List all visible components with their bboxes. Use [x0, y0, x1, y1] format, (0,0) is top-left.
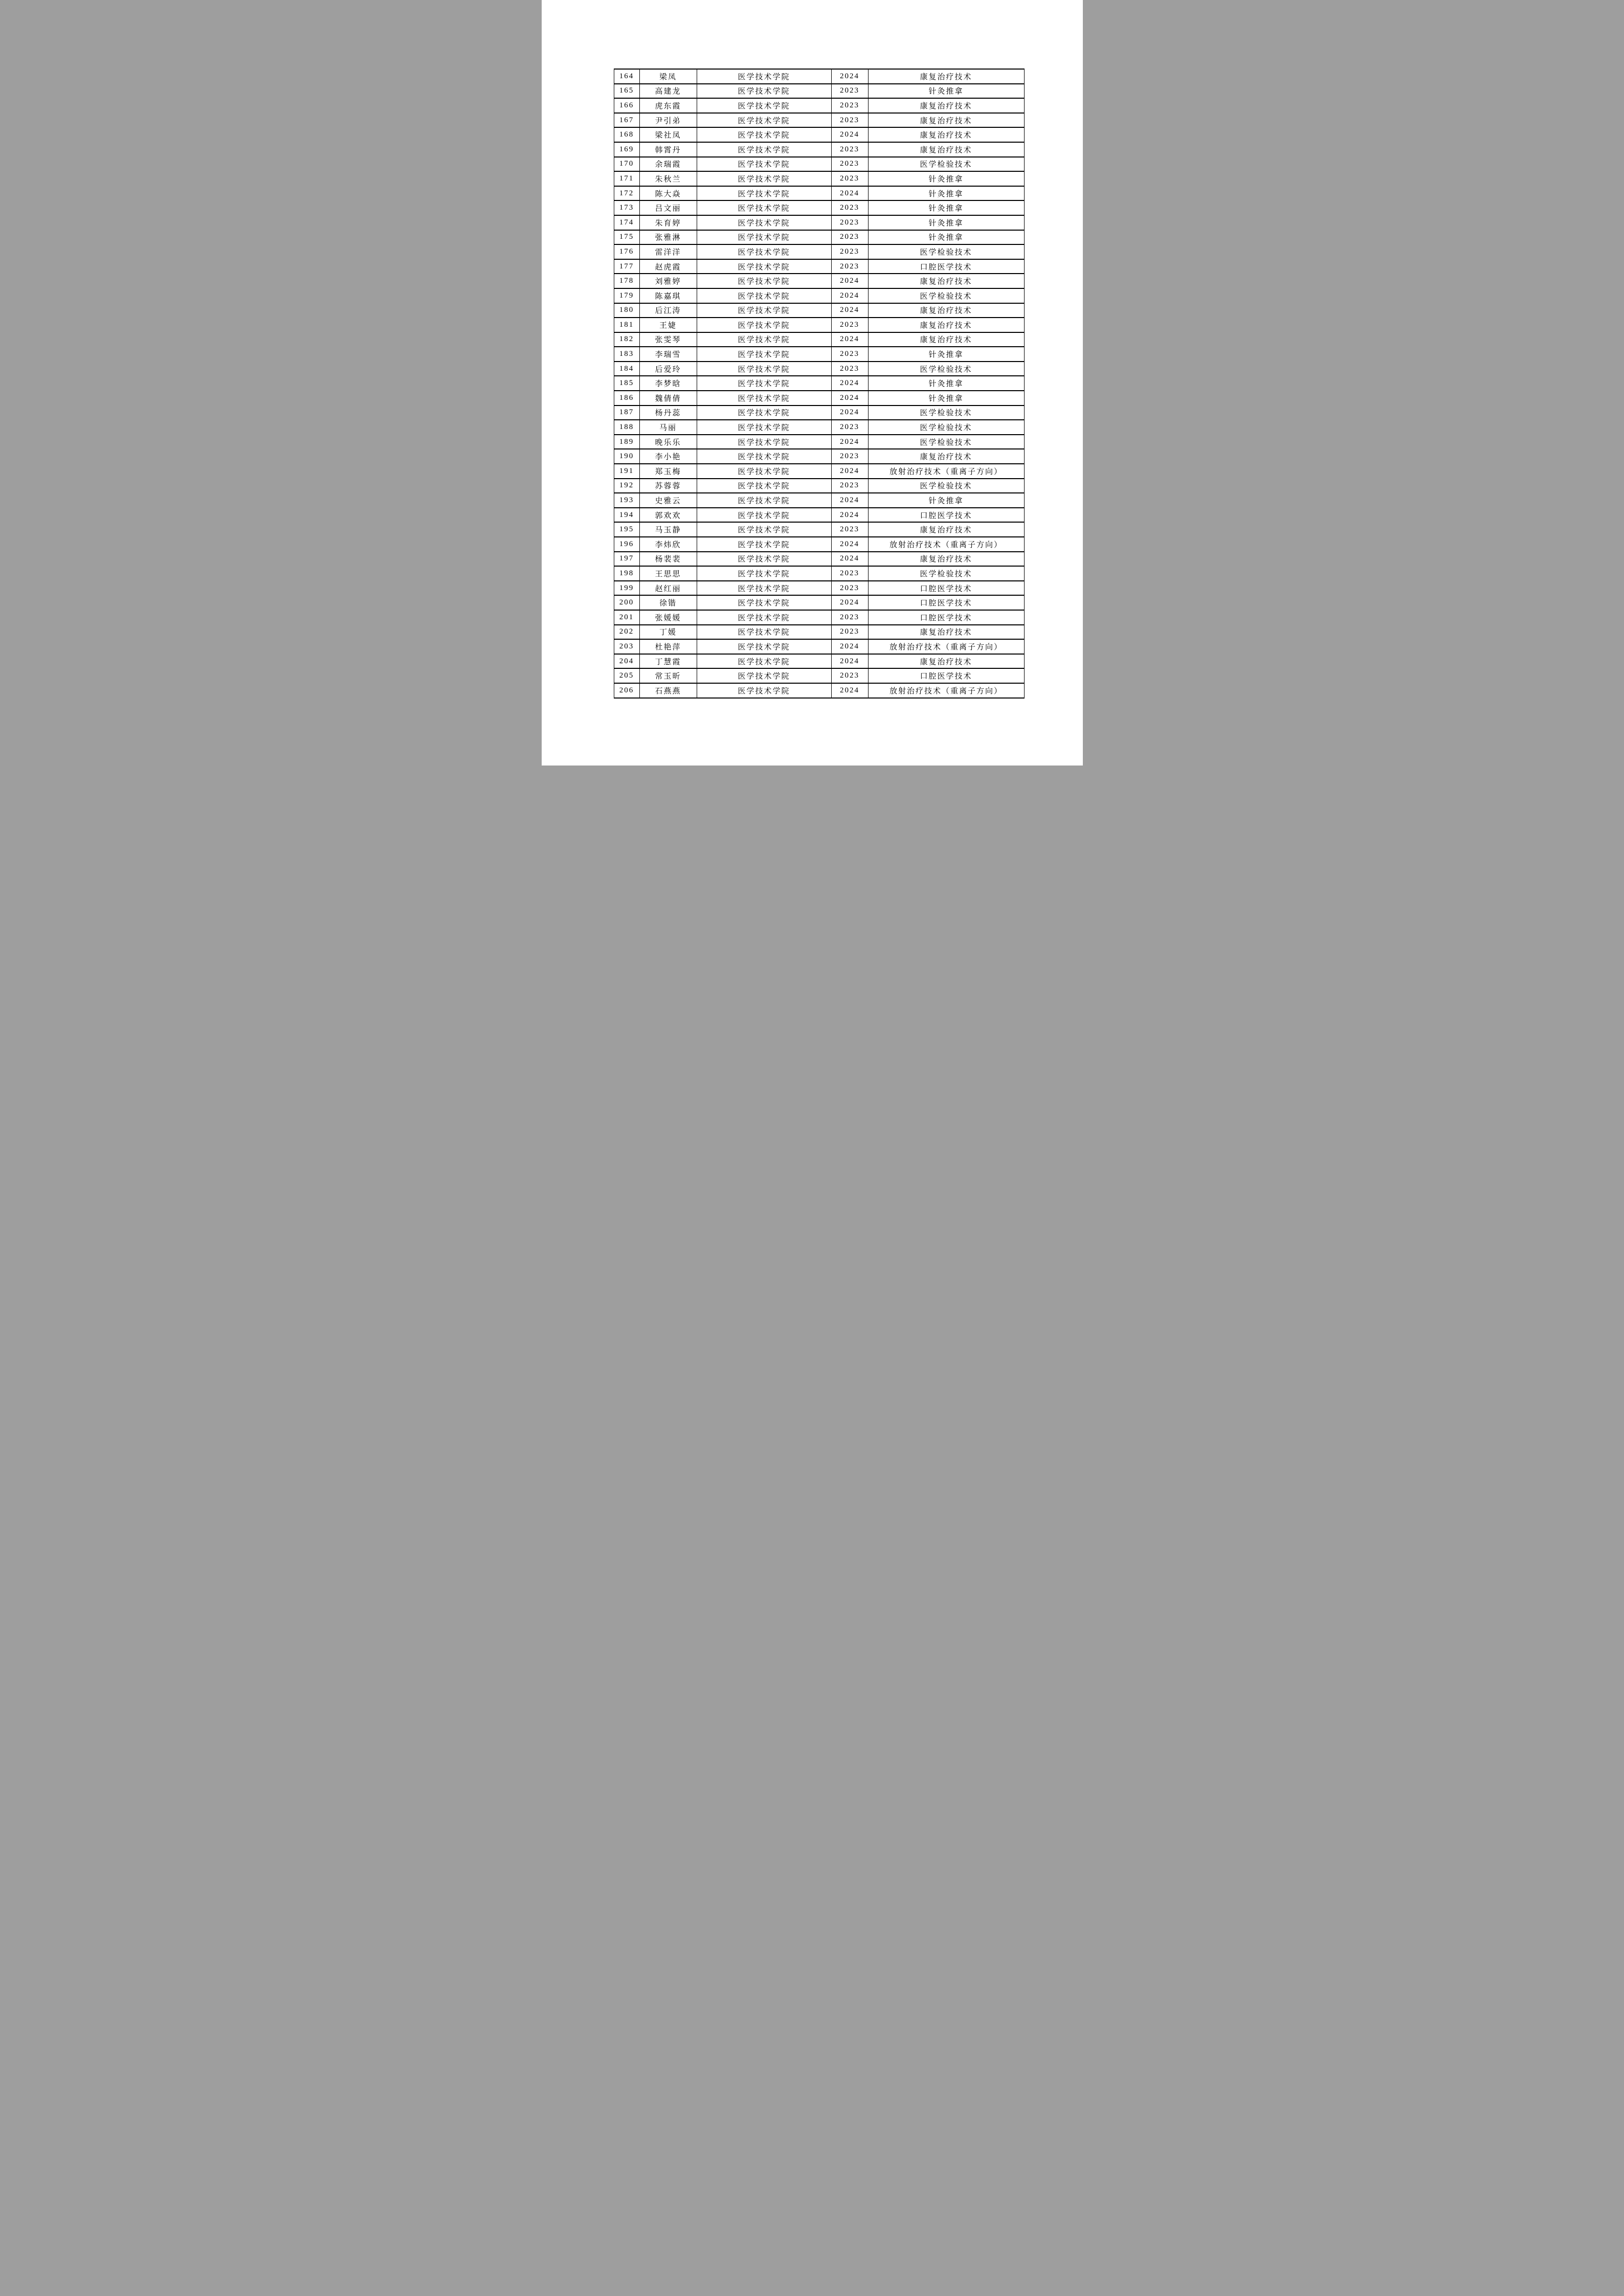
cell-college: 医学技术学院 — [697, 142, 831, 157]
cell-year: 2024 — [831, 69, 868, 84]
table-row — [614, 84, 1024, 99]
cell-college: 医学技术学院 — [697, 406, 831, 420]
cell-year: 2024 — [831, 639, 868, 654]
cell-college: 医学技术学院 — [697, 303, 831, 318]
cell-major: 医学检验技术 — [868, 362, 1024, 376]
cell-year: 2023 — [831, 98, 868, 113]
cell-year: 2024 — [831, 464, 868, 479]
cell-name: 刘雅婷 — [639, 274, 697, 288]
cell-major: 康复治疗技术 — [868, 113, 1024, 128]
cell-year: 2023 — [831, 157, 868, 172]
cell-major: 康复治疗技术 — [868, 303, 1024, 318]
table-row — [614, 391, 1024, 406]
cell-no: 187 — [614, 406, 639, 420]
cell-name: 尹引弟 — [639, 113, 697, 128]
cell-no: 200 — [614, 595, 639, 610]
cell-no: 190 — [614, 449, 639, 464]
table-row — [614, 332, 1024, 347]
cell-college: 医学技术学院 — [697, 332, 831, 347]
cell-college: 医学技术学院 — [697, 376, 831, 391]
cell-name: 杨裴裴 — [639, 552, 697, 567]
cell-no: 201 — [614, 610, 639, 625]
cell-name: 赵红丽 — [639, 581, 697, 596]
cell-year: 2023 — [831, 318, 868, 332]
cell-college: 医学技术学院 — [697, 318, 831, 332]
cell-college: 医学技术学院 — [697, 479, 831, 493]
table-row — [614, 610, 1024, 625]
cell-major: 医学检验技术 — [868, 435, 1024, 449]
cell-name: 李炜欣 — [639, 537, 697, 552]
table-row — [614, 347, 1024, 362]
cell-major: 口腔医学技术 — [868, 259, 1024, 274]
cell-college: 医学技术学院 — [697, 215, 831, 230]
table-row — [614, 464, 1024, 479]
cell-college: 医学技术学院 — [697, 493, 831, 508]
cell-name: 朱秋兰 — [639, 171, 697, 186]
cell-no: 185 — [614, 376, 639, 391]
cell-name: 丁慧霞 — [639, 654, 697, 669]
cell-year: 2024 — [831, 274, 868, 288]
cell-year: 2023 — [831, 479, 868, 493]
cell-no: 182 — [614, 332, 639, 347]
cell-no: 196 — [614, 537, 639, 552]
cell-college: 医学技术学院 — [697, 449, 831, 464]
cell-name: 赵虎霞 — [639, 259, 697, 274]
cell-college: 医学技术学院 — [697, 244, 831, 259]
table-row — [614, 683, 1024, 698]
cell-no: 198 — [614, 566, 639, 581]
cell-major: 放射治疗技术（重离子方向） — [868, 639, 1024, 654]
cell-college: 医学技术学院 — [697, 288, 831, 303]
cell-name: 余瑞霞 — [639, 157, 697, 172]
cell-college: 医学技术学院 — [697, 639, 831, 654]
table-row — [614, 113, 1024, 128]
cell-no: 205 — [614, 668, 639, 683]
table-row — [614, 581, 1024, 596]
cell-year: 2023 — [831, 668, 868, 683]
cell-year: 2023 — [831, 113, 868, 128]
cell-year: 2023 — [831, 84, 868, 99]
cell-no: 173 — [614, 200, 639, 215]
cell-name: 魏倩倩 — [639, 391, 697, 406]
table-row — [614, 449, 1024, 464]
cell-no: 188 — [614, 420, 639, 435]
cell-year: 2023 — [831, 449, 868, 464]
cell-major: 医学检验技术 — [868, 566, 1024, 581]
cell-no: 174 — [614, 215, 639, 230]
cell-major: 医学检验技术 — [868, 244, 1024, 259]
cell-year: 2024 — [831, 391, 868, 406]
cell-college: 医学技术学院 — [697, 595, 831, 610]
cell-name: 马丽 — [639, 420, 697, 435]
cell-year: 2024 — [831, 508, 868, 523]
roster-body — [614, 69, 1024, 698]
cell-college: 医学技术学院 — [697, 683, 831, 698]
cell-major: 康复治疗技术 — [868, 625, 1024, 640]
cell-major: 康复治疗技术 — [868, 654, 1024, 669]
cell-college: 医学技术学院 — [697, 362, 831, 376]
table-row — [614, 215, 1024, 230]
cell-college: 医学技术学院 — [697, 200, 831, 215]
cell-name: 王思思 — [639, 566, 697, 581]
cell-major: 医学检验技术 — [868, 288, 1024, 303]
cell-year: 2023 — [831, 230, 868, 245]
cell-year: 2023 — [831, 610, 868, 625]
cell-year: 2024 — [831, 537, 868, 552]
table-row — [614, 303, 1024, 318]
cell-year: 2023 — [831, 244, 868, 259]
cell-year: 2024 — [831, 303, 868, 318]
cell-year: 2023 — [831, 522, 868, 537]
cell-major: 康复治疗技术 — [868, 127, 1024, 142]
table-row — [614, 157, 1024, 172]
cell-college: 医学技术学院 — [697, 127, 831, 142]
cell-name: 杜艳萍 — [639, 639, 697, 654]
cell-name: 李小艳 — [639, 449, 697, 464]
table-row — [614, 406, 1024, 420]
cell-major: 口腔医学技术 — [868, 581, 1024, 596]
cell-no: 181 — [614, 318, 639, 332]
cell-name: 李梦晗 — [639, 376, 697, 391]
cell-name: 吕文丽 — [639, 200, 697, 215]
table-row — [614, 654, 1024, 669]
cell-college: 医学技术学院 — [697, 668, 831, 683]
table-row — [614, 171, 1024, 186]
table-row — [614, 493, 1024, 508]
cell-major: 针灸推拿 — [868, 200, 1024, 215]
cell-name: 张雯琴 — [639, 332, 697, 347]
cell-name: 后江涛 — [639, 303, 697, 318]
table-row — [614, 259, 1024, 274]
cell-year: 2023 — [831, 581, 868, 596]
cell-college: 医学技术学院 — [697, 435, 831, 449]
cell-no: 193 — [614, 493, 639, 508]
cell-college: 医学技术学院 — [697, 420, 831, 435]
cell-no: 167 — [614, 113, 639, 128]
cell-college: 医学技术学院 — [697, 625, 831, 640]
cell-no: 164 — [614, 69, 639, 84]
table-row — [614, 537, 1024, 552]
cell-no: 203 — [614, 639, 639, 654]
cell-major: 针灸推拿 — [868, 230, 1024, 245]
table-row — [614, 479, 1024, 493]
cell-year: 2024 — [831, 376, 868, 391]
cell-name: 郭欢欢 — [639, 508, 697, 523]
cell-no: 186 — [614, 391, 639, 406]
student-roster-table — [614, 69, 1025, 699]
cell-no: 183 — [614, 347, 639, 362]
cell-college: 医学技术学院 — [697, 391, 831, 406]
cell-no: 168 — [614, 127, 639, 142]
cell-year: 2024 — [831, 186, 868, 201]
cell-name: 李瑞雪 — [639, 347, 697, 362]
table-row — [614, 288, 1024, 303]
cell-name: 郑玉梅 — [639, 464, 697, 479]
cell-major: 口腔医学技术 — [868, 668, 1024, 683]
table-row — [614, 639, 1024, 654]
cell-college: 医学技术学院 — [697, 98, 831, 113]
cell-major: 放射治疗技术（重离子方向） — [868, 683, 1024, 698]
cell-college: 医学技术学院 — [697, 171, 831, 186]
cell-no: 176 — [614, 244, 639, 259]
cell-college: 医学技术学院 — [697, 84, 831, 99]
cell-no: 179 — [614, 288, 639, 303]
cell-year: 2024 — [831, 595, 868, 610]
cell-major: 康复治疗技术 — [868, 98, 1024, 113]
document-page — [542, 0, 1083, 766]
cell-major: 医学检验技术 — [868, 406, 1024, 420]
cell-no: 191 — [614, 464, 639, 479]
cell-college: 医学技术学院 — [697, 610, 831, 625]
cell-major: 康复治疗技术 — [868, 69, 1024, 84]
cell-name: 晚乐乐 — [639, 435, 697, 449]
cell-major: 康复治疗技术 — [868, 552, 1024, 567]
cell-year: 2023 — [831, 625, 868, 640]
table-row — [614, 522, 1024, 537]
table-row — [614, 508, 1024, 523]
cell-college: 医学技术学院 — [697, 552, 831, 567]
table-row — [614, 566, 1024, 581]
cell-major: 康复治疗技术 — [868, 274, 1024, 288]
cell-name: 史雅云 — [639, 493, 697, 508]
cell-year: 2024 — [831, 683, 868, 698]
table-row — [614, 244, 1024, 259]
cell-year: 2024 — [831, 406, 868, 420]
cell-name: 朱育婷 — [639, 215, 697, 230]
cell-name: 虎东霞 — [639, 98, 697, 113]
cell-name: 徐锴 — [639, 595, 697, 610]
cell-year: 2023 — [831, 420, 868, 435]
cell-name: 高建龙 — [639, 84, 697, 99]
cell-major: 医学检验技术 — [868, 157, 1024, 172]
cell-name: 马玉静 — [639, 522, 697, 537]
cell-year: 2024 — [831, 654, 868, 669]
cell-no: 184 — [614, 362, 639, 376]
cell-no: 199 — [614, 581, 639, 596]
cell-major: 放射治疗技术（重离子方向） — [868, 537, 1024, 552]
table-row — [614, 98, 1024, 113]
cell-major: 针灸推拿 — [868, 171, 1024, 186]
cell-major: 医学检验技术 — [868, 479, 1024, 493]
cell-year: 2023 — [831, 347, 868, 362]
cell-no: 194 — [614, 508, 639, 523]
cell-major: 康复治疗技术 — [868, 142, 1024, 157]
cell-college: 医学技术学院 — [697, 464, 831, 479]
cell-college: 医学技术学院 — [697, 537, 831, 552]
cell-name: 张媛媛 — [639, 610, 697, 625]
table-row — [614, 230, 1024, 245]
cell-name: 杨丹蕊 — [639, 406, 697, 420]
cell-no: 204 — [614, 654, 639, 669]
cell-no: 180 — [614, 303, 639, 318]
cell-no: 177 — [614, 259, 639, 274]
cell-name: 张雅淋 — [639, 230, 697, 245]
table-row — [614, 142, 1024, 157]
cell-no: 178 — [614, 274, 639, 288]
cell-major: 康复治疗技术 — [868, 332, 1024, 347]
cell-year: 2024 — [831, 493, 868, 508]
cell-name: 常玉昕 — [639, 668, 697, 683]
cell-no: 202 — [614, 625, 639, 640]
cell-college: 医学技术学院 — [697, 113, 831, 128]
cell-college: 医学技术学院 — [697, 230, 831, 245]
cell-name: 石燕燕 — [639, 683, 697, 698]
table-row — [614, 127, 1024, 142]
cell-name: 梁社凤 — [639, 127, 697, 142]
cell-no: 166 — [614, 98, 639, 113]
cell-no: 165 — [614, 84, 639, 99]
table-row — [614, 318, 1024, 332]
table-row — [614, 625, 1024, 640]
cell-year: 2023 — [831, 142, 868, 157]
cell-year: 2023 — [831, 566, 868, 581]
cell-college: 医学技术学院 — [697, 186, 831, 201]
cell-name: 陈大焱 — [639, 186, 697, 201]
cell-name: 后爱玲 — [639, 362, 697, 376]
cell-no: 175 — [614, 230, 639, 245]
cell-no: 171 — [614, 171, 639, 186]
cell-major: 康复治疗技术 — [868, 522, 1024, 537]
cell-no: 172 — [614, 186, 639, 201]
cell-name: 丁媛 — [639, 625, 697, 640]
table-row — [614, 420, 1024, 435]
cell-year: 2024 — [831, 332, 868, 347]
cell-year: 2023 — [831, 171, 868, 186]
cell-name: 韩霄丹 — [639, 142, 697, 157]
cell-college: 医学技术学院 — [697, 274, 831, 288]
cell-major: 针灸推拿 — [868, 376, 1024, 391]
cell-year: 2023 — [831, 200, 868, 215]
cell-major: 放射治疗技术（重离子方向） — [868, 464, 1024, 479]
cell-major: 口腔医学技术 — [868, 595, 1024, 610]
cell-no: 170 — [614, 157, 639, 172]
cell-major: 针灸推拿 — [868, 186, 1024, 201]
cell-year: 2024 — [831, 127, 868, 142]
cell-name: 陈嘉琪 — [639, 288, 697, 303]
cell-major: 针灸推拿 — [868, 84, 1024, 99]
table-row — [614, 552, 1024, 567]
table-row — [614, 274, 1024, 288]
cell-major: 口腔医学技术 — [868, 508, 1024, 523]
cell-college: 医学技术学院 — [697, 69, 831, 84]
cell-name: 苏蓉蓉 — [639, 479, 697, 493]
cell-year: 2024 — [831, 552, 868, 567]
cell-name: 雷洋洋 — [639, 244, 697, 259]
cell-college: 医学技术学院 — [697, 522, 831, 537]
cell-major: 康复治疗技术 — [868, 449, 1024, 464]
cell-major: 口腔医学技术 — [868, 610, 1024, 625]
cell-no: 189 — [614, 435, 639, 449]
cell-name: 王婕 — [639, 318, 697, 332]
cell-no: 206 — [614, 683, 639, 698]
cell-major: 针灸推拿 — [868, 493, 1024, 508]
cell-college: 医学技术学院 — [697, 157, 831, 172]
cell-college: 医学技术学院 — [697, 508, 831, 523]
cell-year: 2024 — [831, 288, 868, 303]
cell-major: 针灸推拿 — [868, 391, 1024, 406]
cell-college: 医学技术学院 — [697, 347, 831, 362]
table-row — [614, 200, 1024, 215]
table-row — [614, 435, 1024, 449]
cell-no: 192 — [614, 479, 639, 493]
cell-year: 2023 — [831, 259, 868, 274]
cell-major: 康复治疗技术 — [868, 318, 1024, 332]
cell-college: 医学技术学院 — [697, 259, 831, 274]
table-row — [614, 186, 1024, 201]
cell-name: 梁凤 — [639, 69, 697, 84]
cell-no: 195 — [614, 522, 639, 537]
table-row — [614, 362, 1024, 376]
table-row — [614, 69, 1024, 84]
table-row — [614, 376, 1024, 391]
cell-college: 医学技术学院 — [697, 654, 831, 669]
cell-college: 医学技术学院 — [697, 581, 831, 596]
cell-no: 197 — [614, 552, 639, 567]
cell-year: 2023 — [831, 215, 868, 230]
cell-major: 医学检验技术 — [868, 420, 1024, 435]
cell-year: 2024 — [831, 435, 868, 449]
table-row — [614, 595, 1024, 610]
cell-major: 针灸推拿 — [868, 215, 1024, 230]
cell-no: 169 — [614, 142, 639, 157]
table-row — [614, 668, 1024, 683]
cell-major: 针灸推拿 — [868, 347, 1024, 362]
cell-year: 2023 — [831, 362, 868, 376]
cell-college: 医学技术学院 — [697, 566, 831, 581]
